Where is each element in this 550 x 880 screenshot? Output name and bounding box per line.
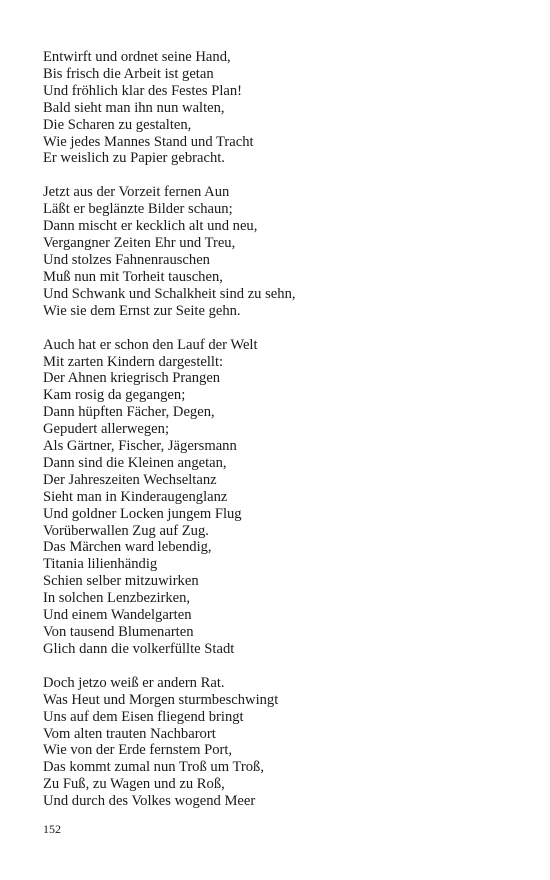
poem-line: Wie jedes Mannes Stand und Tracht bbox=[43, 133, 254, 150]
poem-line: Und durch des Volkes wogend Meer bbox=[43, 793, 256, 810]
poem-line: Titania lilienhändig bbox=[43, 556, 158, 573]
poem-line: Zu Fuß, zu Wagen und zu Roß, bbox=[43, 776, 225, 793]
poem-line: Das Märchen ward lebendig, bbox=[43, 539, 212, 556]
poem-line: Kam rosig da gegangen; bbox=[43, 387, 186, 404]
poem-line: Vorüberwallen Zug auf Zug. bbox=[43, 522, 209, 539]
poem-text bbox=[43, 49, 513, 827]
poem-line: Wie von der Erde fernstem Port, bbox=[43, 742, 233, 759]
page-number: 152 bbox=[43, 822, 61, 836]
poem-line: Vom alten trauten Nachbarort bbox=[43, 725, 216, 742]
poem-line: Entwirft und ordnet seine Hand, bbox=[43, 49, 231, 65]
poem-line: Als Gärtner, Fischer, Jägersmann bbox=[43, 438, 237, 455]
poem-line: Doch jetzo weiß er andern Rat. bbox=[43, 674, 225, 691]
poem-line: Er weislich zu Papier gebracht. bbox=[43, 150, 225, 167]
poem-line: Glich dann die volkerfüllte Stadt bbox=[43, 640, 235, 657]
poem-line: Jetzt aus der Vorzeit fernen Aun bbox=[43, 184, 230, 201]
poem-line: Der Ahnen kriegrisch Prangen bbox=[43, 370, 221, 387]
poem-line: Dann sind die Kleinen angetan, bbox=[43, 454, 227, 471]
poem-line: Schien selber mitzuwirken bbox=[43, 573, 199, 590]
poem-line: Und einem Wandelgarten bbox=[43, 607, 192, 624]
poem-line: Wie sie dem Ernst zur Seite gehn. bbox=[43, 302, 241, 319]
stanza-2 bbox=[43, 184, 513, 319]
poem-line: Vergangner Zeiten Ehr und Treu, bbox=[43, 235, 236, 252]
poem-line: Und fröhlich klar des Festes Plan! bbox=[43, 82, 243, 99]
poem-line: Bald sieht man ihn nun walten, bbox=[43, 99, 225, 116]
poem-line: Was Heut und Morgen sturmbeschwingt bbox=[43, 691, 279, 708]
poem-line: Uns auf dem Eisen fliegend bringt bbox=[43, 708, 244, 725]
poem-line: Und goldner Locken jungem Flug bbox=[43, 505, 242, 522]
stanza-3 bbox=[43, 337, 513, 658]
poem-line: Bis frisch die Arbeit ist getan bbox=[43, 65, 214, 82]
poem-line: In solchen Lenzbezirken, bbox=[43, 590, 191, 607]
poem-line: Muß nun mit Torheit tauschen, bbox=[43, 268, 223, 285]
poem-line: Der Jahreszeiten Wechseltanz bbox=[43, 471, 217, 488]
stanza-1 bbox=[43, 49, 513, 167]
poem-line: Das kommt zumal nun Troß um Troß, bbox=[43, 759, 264, 776]
poem-line: Mit zarten Kindern dargestellt: bbox=[43, 353, 224, 370]
poem-line: Und stolzes Fahnenrauschen bbox=[43, 251, 210, 268]
poem-line: Und Schwank und Schalkheit sind zu sehn, bbox=[43, 285, 296, 302]
poem-line: Gepudert allerwegen; bbox=[43, 421, 170, 438]
poem-line: Sieht man in Kinderaugenglanz bbox=[43, 488, 228, 505]
stanza-4 bbox=[43, 675, 513, 810]
poem-line: Von tausend Blumenarten bbox=[43, 624, 194, 640]
poem-line: Die Scharen zu gestalten, bbox=[43, 116, 192, 133]
poem-line: Dann hüpften Fächer, Degen, bbox=[43, 404, 215, 421]
poem-line: Läßt er beglänzte Bilder schaun; bbox=[43, 201, 233, 218]
poem-line: Auch hat er schon den Lauf der Welt bbox=[43, 336, 258, 353]
poem-line: Dann mischt er kecklich alt und neu, bbox=[43, 218, 258, 235]
